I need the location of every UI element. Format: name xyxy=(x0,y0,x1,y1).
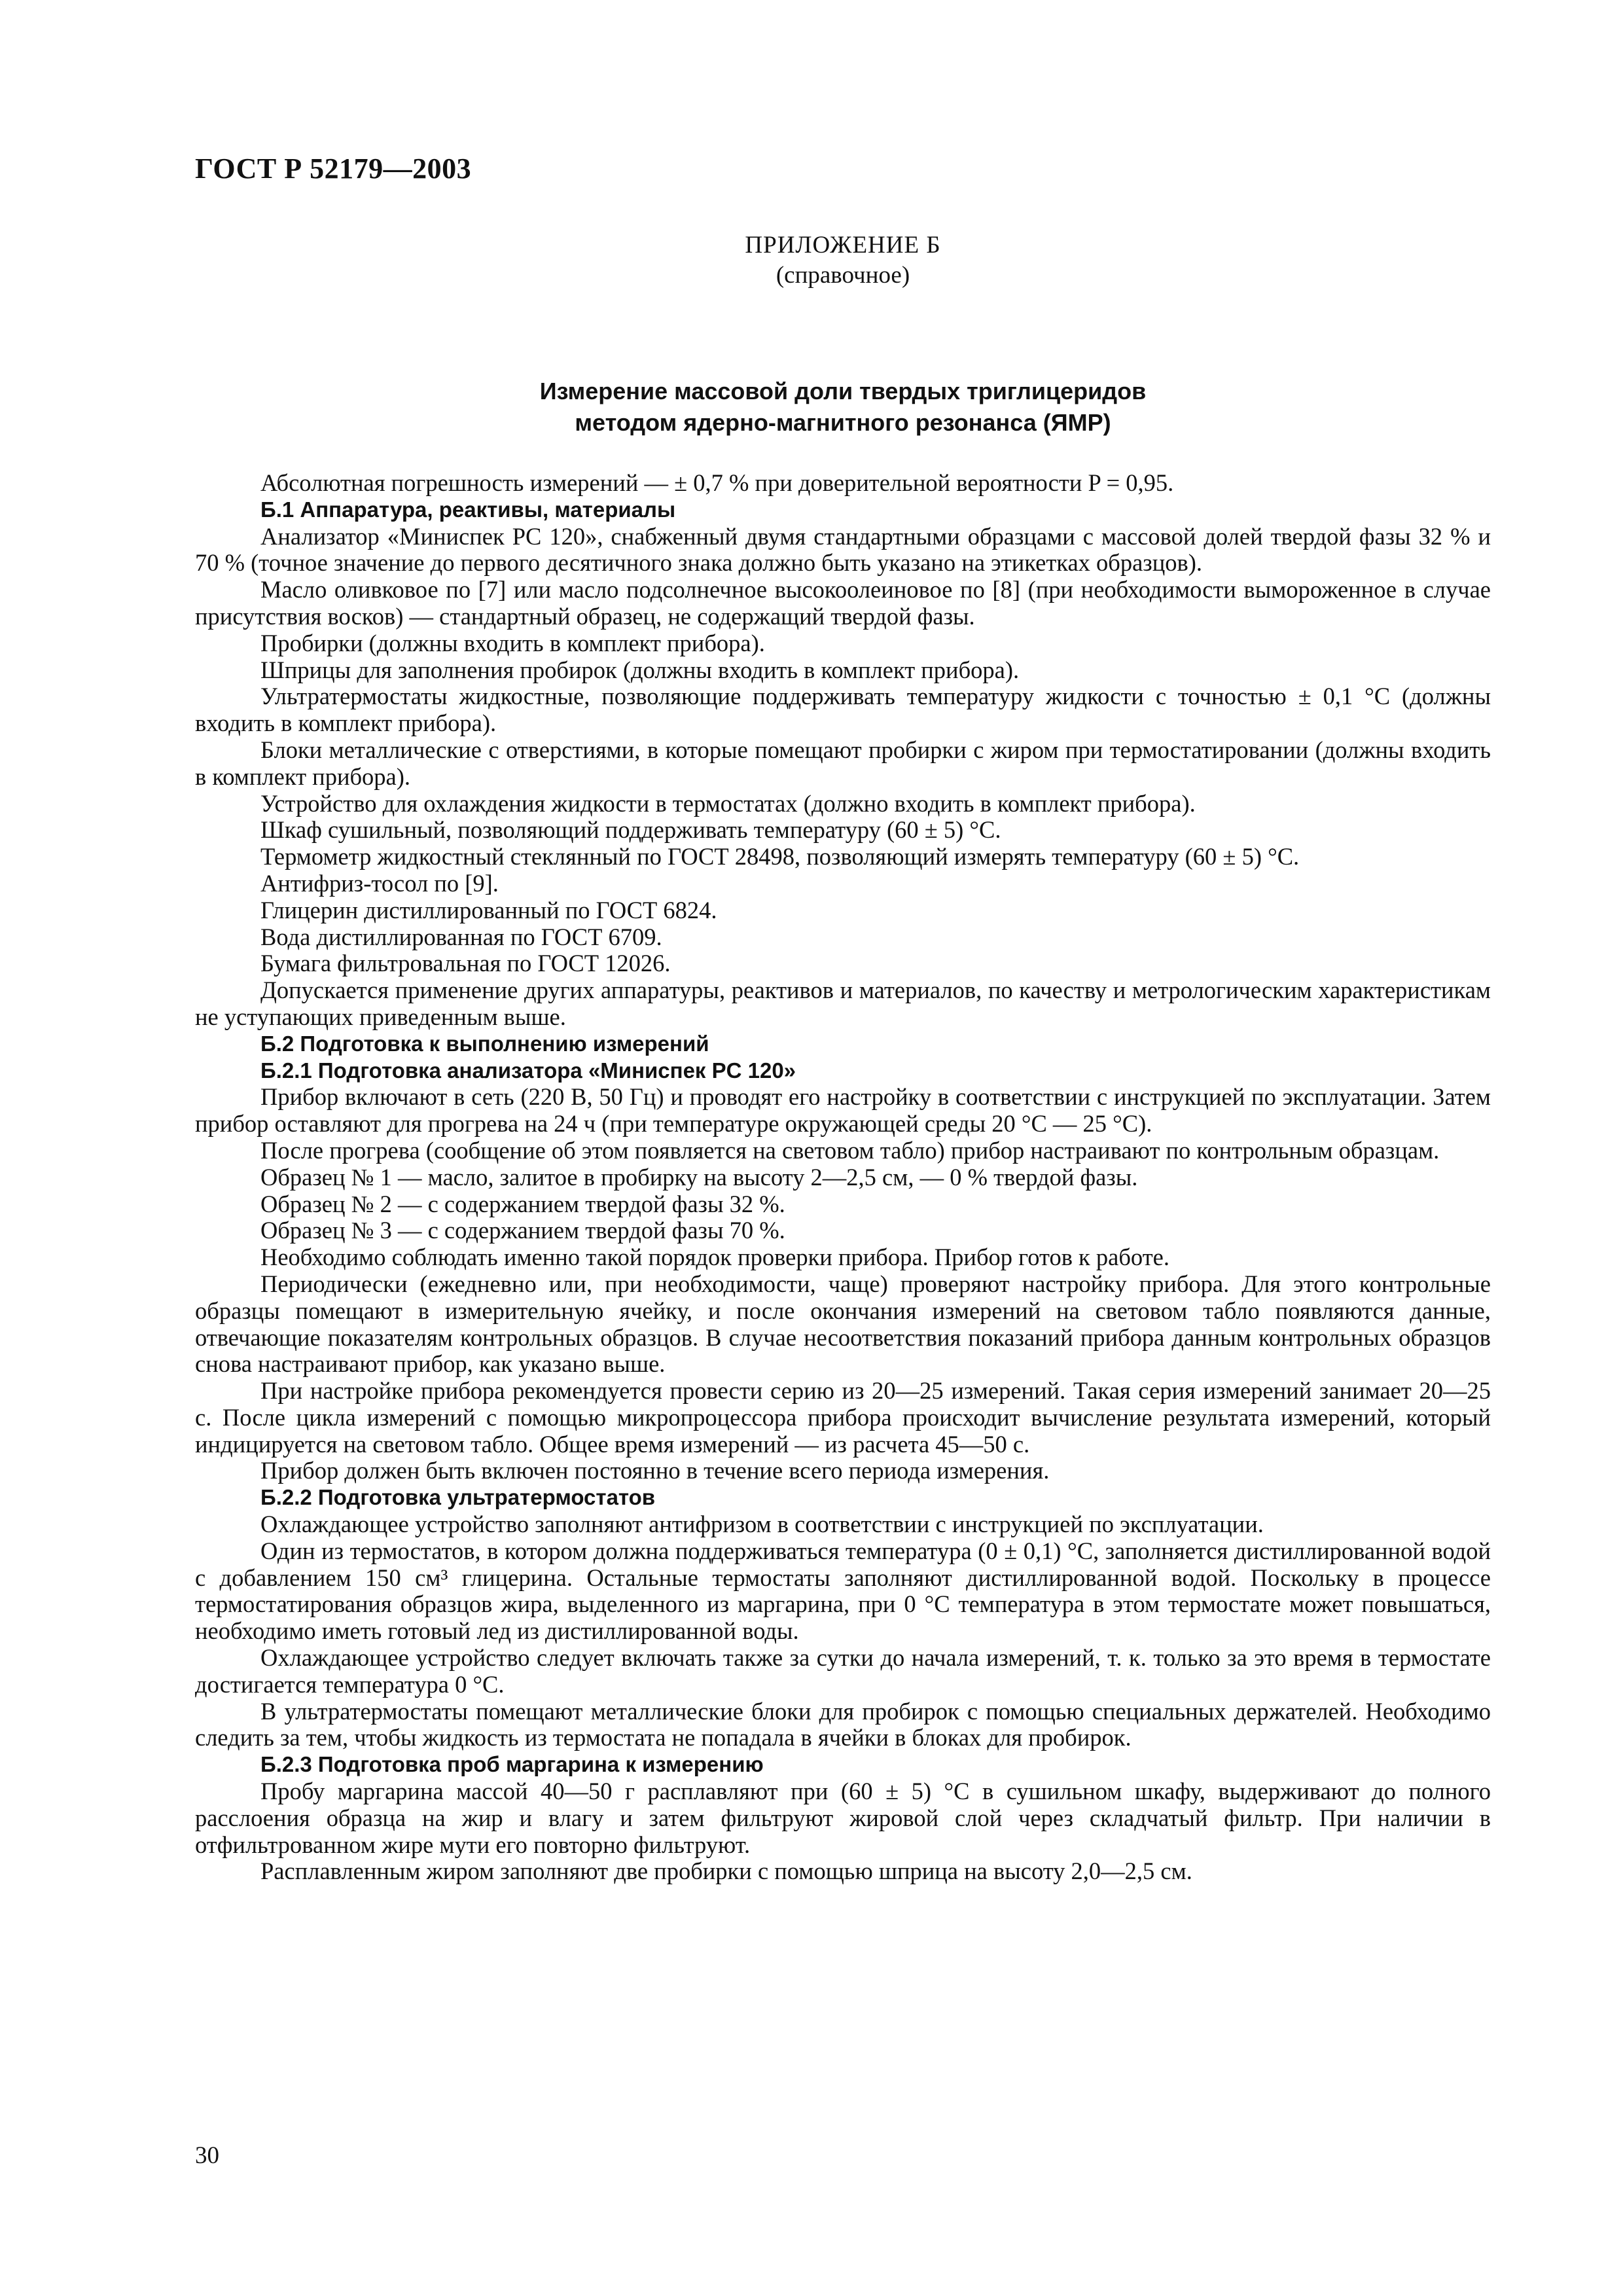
paragraph: Шкаф сушильный, позволяющий поддерживать температуру (60 ± 5) °С. xyxy=(260,816,1001,844)
document-title-line-2: методом ядерно-магнитного резонанса (ЯМР) xyxy=(575,409,1111,436)
paragraph: Глицерин дистиллированный по ГОСТ 6824. xyxy=(260,896,717,924)
appendix-heading xyxy=(195,230,1491,291)
paragraph: Пробирки (должны входить в комплект прибора). xyxy=(260,629,765,656)
paragraph: В ультратермостаты помещают металлические блоки для пробирок с помощью специальных держателей. Необходимо следить за тем, чтобы жидкость из термостата не попадала в ячейки в блоках для пробирок. xyxy=(195,1697,1491,1751)
paragraph: Пробу маргарина массой 40—50 г расплавляют при (60 ± 5) °С в сушильном шкафу, выдерживают до полного расслоения образца на жир и влагу и затем фильтруют жировой слой через складчатый фильтр. При наличии в отфильтрованном жире мути его повторно фильтруют. xyxy=(195,1778,1491,1858)
section-heading: Б.2 Подготовка к выполнению измерений xyxy=(260,1031,709,1056)
paragraph: Прибор должен быть включен постоянно в течение всего периода измерения. xyxy=(260,1457,1050,1484)
paragraph: Образец № 3 — с содержанием твердой фазы 70 %. xyxy=(260,1217,785,1244)
document-title-line-1: Измерение массовой доли твердых триглицеридов xyxy=(539,378,1147,404)
paragraph: При настройке прибора рекомендуется провести серию из 20—25 измерений. Такая серия измерений занимает 20—25 с. После цикла измерений с помощью микропроцессора прибора происходит вычисление результата измерений, который индицируется на световом табло. Общее время измерений — из расчета 45—50 с. xyxy=(195,1377,1491,1458)
paragraph: Вода дистиллированная по ГОСТ 6709. xyxy=(260,923,662,950)
paragraph: Образец № 2 — с содержанием твердой фазы 32 %. xyxy=(260,1190,785,1217)
appendix-subtitle: (справочное) xyxy=(776,262,910,289)
paragraph: Необходимо соблюдать именно такой порядок проверки прибора. Прибор готов к работе. xyxy=(260,1244,1169,1271)
paragraph: Расплавленным жиром заполняют две пробирки с помощью шприца на высоту 2,0—2,5 см. xyxy=(260,1857,1192,1885)
paragraph: Один из термостатов, в котором должна поддерживаться температура (0 ± 0,1) °С, заполняется дистиллированной водой с добавлением 150 см³ глицерина. Остальные термостаты заполняют дистиллированной водой. Поскольку в процессе термостатирования образцов жира, выделенного из маргарина, при 0 °С температура в этом термостате может повышаться, необходимо иметь готовый лед из дистиллированной воды. xyxy=(195,1537,1491,1645)
document-title xyxy=(195,376,1491,439)
document-body xyxy=(195,470,1491,1885)
paragraph: Бумага фильтровальная по ГОСТ 12026. xyxy=(260,950,671,977)
paragraph: Анализатор «Миниспек PC 120», снабженный двумя стандартными образцами с массовой долей твердой фазы 32 % и 70 % (точное значение до первого десятичного знака должно быть указано на этикетках образцов). xyxy=(195,522,1491,577)
paragraph: Образец № 1 — масло, залитое в пробирку на высоту 2—2,5 см, — 0 % твердой фазы. xyxy=(260,1163,1138,1191)
paragraph: Антифриз-тосол по [9]. xyxy=(260,869,499,897)
paragraph: Устройство для охлаждения жидкости в термостатах (должно входить в комплект прибора). xyxy=(260,789,1196,817)
section-heading: Б.2.2 Подготовка ультратермостатов xyxy=(260,1485,656,1510)
paragraph: Допускается применение других аппаратуры, реактивов и материалов, по качеству и метрологическим характеристикам не уступающих приведенным выше. xyxy=(195,977,1491,1030)
section-heading: Б.2.1 Подготовка анализатора «Миниспек PC 120» xyxy=(260,1058,796,1083)
paragraph: Охлаждающее устройство следует включать также за сутки до начала измерений, т. к. только за это время в термостате достигается температура 0 °С. xyxy=(195,1644,1491,1698)
paragraph: Ультратермостаты жидкостные, позволяющие поддерживать температуру жидкости с точностью ± 0,1 °С (должны входить в комплект прибора). xyxy=(195,683,1491,737)
section-heading: Б.1 Аппаратура, реактивы, материалы xyxy=(260,497,676,522)
appendix-title: ПРИЛОЖЕНИЕ Б xyxy=(745,232,941,259)
paragraph: Термометр жидкостный стеклянный по ГОСТ 28498, позволяющий измерять температуру (60 ± 5) °С. xyxy=(260,843,1300,870)
paragraph: Масло оливковое по [7] или масло подсолнечное высокоолеиновое по [8] (при необходимости вымороженное в случае присутствия восков) — стандартный образец, не содержащий твердой фазы. xyxy=(195,576,1491,630)
document-code: ГОСТ Р 52179—2003 xyxy=(195,152,472,185)
paragraph: Шприцы для заполнения пробирок (должны входить в комплект прибора). xyxy=(260,656,1020,683)
paragraph: Охлаждающее устройство заполняют антифризом в соответствии с инструкцией по эксплуатации. xyxy=(260,1511,1264,1538)
paragraph: Абсолютная погрешность измерений — ± 0,7 % при доверительной вероятности P = 0,95. xyxy=(260,469,1174,496)
paragraph: Прибор включают в сеть (220 В, 50 Гц) и проводят его настройку в соответствии с инструкцией по эксплуатации. Затем прибор оставляют для прогрева на 24 ч (при температуре окружающей среды 20 °С — 25 °С). xyxy=(195,1083,1491,1138)
paragraph: После прогрева (сообщение об этом появляется на световом табло) прибор настраивают по контрольным образцам. xyxy=(260,1136,1440,1164)
page-number: 30 xyxy=(195,2142,219,2169)
paragraph: Периодически (ежедневно или, при необходимости, чаще) проверяют настройку прибора. Для этого контрольные образцы помещают в измерительную ячейку, и после окончания измерений на световом табло появляются данные, отвечающие показателям контрольных образцов. В случае несоответствия показаний прибора данным контрольных образцов снова настраивают прибор, как указано выше. xyxy=(195,1270,1491,1378)
paragraph: Блоки металлические с отверстиями, в которые помещают пробирки с жиром при термостатировании (должны входить в комплект прибора). xyxy=(195,736,1491,790)
section-heading: Б.2.3 Подготовка проб маргарина к измерению xyxy=(260,1752,764,1777)
